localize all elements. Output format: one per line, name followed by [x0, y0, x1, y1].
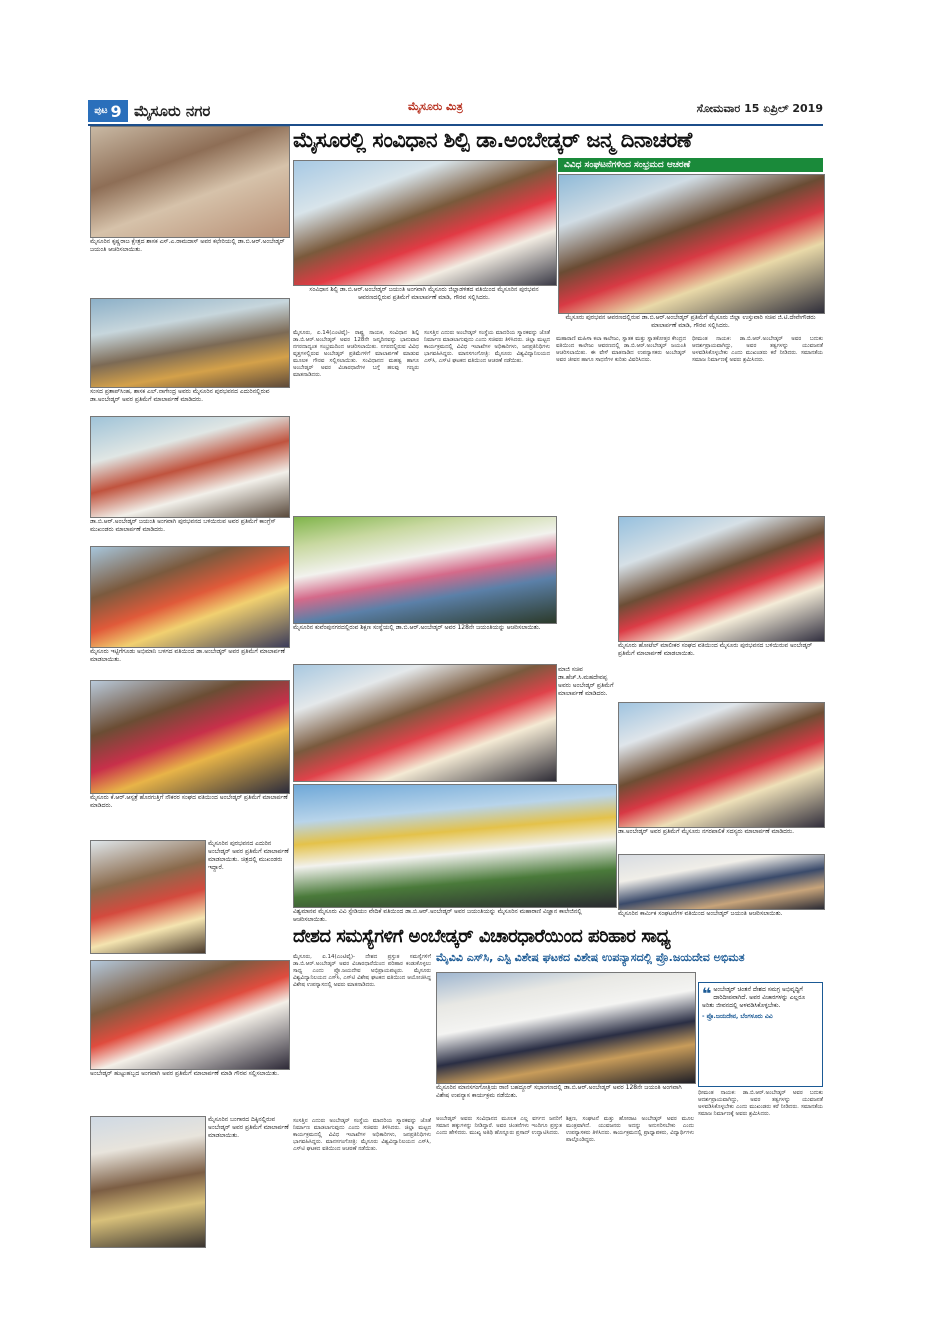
caption-5: ಮೈಸೂರು ಕೆ.ಆರ್.ಆಸ್ಪತ್ರೆ ಹೊರಗುತ್ತಿಗೆ ನೌಕರರ ಸಂಘದ ವತಿಯಿಂದ ಅಂಬೇಡ್ಕರ್ ಪ್ರತಿಮೆಗೆ ಮಾಲಾರ್ಪಣೆ ಮಾಡಿದರು. — [90, 794, 288, 809]
photo-workers-union — [618, 854, 825, 910]
caption-7: ಅಂಬೇಡ್ಕರ್ ಹುಟ್ಟುಹಬ್ಬದ ಅಂಗವಾಗಿ ಅವರ ಪ್ರತಿಮೆಗೆ ಮಾಲಾರ್ಪಣೆ ಮಾಡಿ ಗೌರವ ಸಲ್ಲಿಸಲಾಯಿತು. — [90, 1070, 279, 1077]
article-1-col-3: ಮಹಾರಾಣಿ ಮಹಿಳಾ ಕಲಾ ಕಾಲೇಜು, ಸ್ನಾತಕ ಮತ್ತು ಸ್ನಾತಕೋತ್ತರ ಕೇಂದ್ರದ ವತಿಯಿಂದ ಕಾಲೇಜು ಆವರಣದಲ್ಲಿ ಡಾ.ಬಿ.ಆರ್.ಅಂಬೇಡ್ಕರ್ ಜಯಂತಿ ಆಚರಿಸಲಾಯಿತು. ಈ ವೇಳೆ ಮಾತನಾಡಿದ ಉಪನ್ಯಾಸಕರು ಅಂಬೇಡ್ಕರ್ ಅವರ ಜೀವನ ಹಾಗೂ ಸಾಧನೆಗಳ ಕುರಿತು ವಿವರಿಸಿದರು. — [556, 336, 686, 363]
caption-6: ಮೈಸೂರಿನ ಪುರಭವನದ ಎದುರಿನ ಅಂಬೇಡ್ಕರ್ ಅವರ ಪ್ರತಿಮೆಗೆ ಮಾಲಾರ್ಪಣೆ ಮಾಡಲಾಯಿತು. ಚಿತ್ರದಲ್ಲಿ ಮುಖಂಡರು ಇದ್ದಾರೆ. — [208, 840, 289, 871]
photo-office-celebration — [90, 126, 290, 238]
photo-former-minister-garland — [293, 664, 557, 782]
section-title: ಮೈಸೂರು ನಗರ — [134, 102, 211, 120]
photo-statue-garland-3 — [90, 546, 290, 648]
quote-author: - ಪ್ರೊ.ಜಯದೇವ, ಬೆಂಗಳೂರು ವಿವಿ — [702, 1013, 773, 1020]
photo-clocktower-garland — [293, 160, 557, 286]
photo-minister-garland — [558, 174, 825, 314]
caption-11: ಮೈಸೂರಿನ ಕುವೆಂಪುನಗರದಲ್ಲಿರುವ ಶಿಕ್ಷಣ ಸಂಸ್ಥೆಯಲ್ಲಿ ಡಾ.ಬಿ.ಆರ್.ಅಂಬೇಡ್ಕರ್ ಅವರ 128ನೇ ಜಯಂತಿಯನ್ನು ಆಚರಿಸಲಾಯಿತು. — [293, 624, 541, 631]
photo-hotel-association — [618, 516, 825, 642]
pull-quote — [698, 982, 823, 1087]
photo-statue-garland-5 — [90, 840, 206, 954]
article-2-col-1: ಮೈಸೂರು, ಏ.14(ಎಂಟಿವೈ)- ದೇಶದ ಪ್ರಸ್ತುತ ಸಮಸ್ಯೆಗಳಿಗೆ ಡಾ.ಬಿ.ಆರ್.ಅಂಬೇಡ್ಕರ್ ಅವರ ವಿಚಾರಧಾರೆಯಿಂದ ಪರಿಹಾರ ಕಂಡುಕೊಳ್ಳಲು ಸಾಧ್ಯ ಎಂದು ಪ್ರೊ.ಜಯದೇವ ಅಭಿಪ್ರಾಯಪಟ್ಟರು. ಮೈಸೂರು ವಿಶ್ವವಿದ್ಯಾನಿಲಯದ ಎಸ್‌ಸಿ, ಎಸ್‌ಟಿ ವಿಶೇಷ ಘಟಕದ ವತಿಯಿಂದ ಆಯೋಜಿಸಿದ್ದ ವಿಶೇಷ ಉಪನ್ಯಾಸದಲ್ಲಿ ಅವರು ಮಾತನಾಡಿದರು. — [293, 954, 431, 988]
photo-statue-garland-2 — [90, 416, 290, 518]
quote-text: ಅಂಬೇಡ್ಕರ್ ಚಿಂತನೆ ದೇಶದ ಸಮಗ್ರ ಅಭಿವೃದ್ಧಿಗೆ ದಾರಿದೀಪವಾಗಿದೆ. ಅವರ ವಿಚಾರಗಳನ್ನು ಎಲ್ಲರೂ ಅರಿತು ಜೀವನದಲ್ಲಿ ಅಳವಡಿಸಿಕೊಳ್ಳಬೇಕು. — [702, 986, 806, 1009]
caption-16: ಮೈಸೂರಿನ ಕಾರ್ಮಿಕ ಸಂಘಟನೆಗಳ ವತಿಯಿಂದ ಅಂಬೇಡ್ಕರ್ ಜಯಂತಿ ಆಚರಿಸಲಾಯಿತು. — [618, 910, 783, 917]
caption-8: ಮೈಸೂರಿನ ಬಂಗಾರದ ದಿಕ್ಕಿನಲ್ಲಿರುವ ಅಂಬೇಡ್ಕರ್ ಅವರ ಪ್ರತಿಮೆಗೆ ಮಾಲಾರ್ಪಣೆ ಮಾಡಲಾಯಿತು. — [208, 1116, 289, 1139]
caption-17: ಮೈಸೂರಿನ ಮಾನಸಗಂಗೋತ್ರಿಯ ರಾಣಿ ಬಹದ್ದೂರ್ ಸಭಾಂಗಣದಲ್ಲಿ ಡಾ.ಬಿ.ಆರ್.ಅಂಬೇಡ್ಕರ್ ಅವರ 128ನೇ ಜಯಂತಿ ಅಂಗವಾಗಿ ವಿಶೇಷ ಉಪನ್ಯಾಸ ಕಾರ್ಯಕ್ರಮ ನಡೆಯಿತು. — [436, 1084, 682, 1099]
newspaper-page — [88, 98, 823, 1268]
caption-15: ವಿಶ್ವಮಾನವ ಮೈಸೂರು ವಿವಿ ಸ್ಟೇಡಿಯಂ ವೇದಿಕೆ ವತಿಯಿಂದ ಡಾ.ಬಿ.ಆರ್.ಅಂಬೇಡ್ಕರ್ ಅವರ ಜಯಂತಿಯನ್ನು ಮೈಸೂರಿನ ಮಹಾರಾಣಿ ವಿಜ್ಞಾನ ಕಾಲೇಜಿನಲ್ಲಿ ಆಚರಿಸಲಾಯಿತು. — [293, 908, 582, 923]
second-headline: ದೇಶದ ಸಮಸ್ಯೆಗಳಿಗೆ ಅಂಬೇಡ್ಕರ್ ವಿಚಾರಧಾರೆಯಿಂದ ಪರಿಹಾರ ಸಾಧ್ಯ — [293, 926, 671, 947]
caption-14: ಡಾ.ಅಂಬೇಡ್ಕರ್ ಅವರ ಪ್ರತಿಮೆಗೆ ಮೈಸೂರು ನಗರಪಾಲಿಕೆ ಸದಸ್ಯರು ಮಾಲಾರ್ಪಣೆ ಮಾಡಿದರು. — [618, 828, 795, 835]
article-1-col-1: ಮೈಸೂರು, ಏ.14(ಎಂಟಿವೈ)- ರಾಷ್ಟ್ರ ನಾಯಕ, ಸಂವಿಧಾನ ಶಿಲ್ಪಿ ಡಾ.ಬಿ.ಆರ್.ಅಂಬೇಡ್ಕರ್ ಅವರ 128ನೇ ಜನ್ಮದಿನವನ್ನು ಭಾನುವಾರ ನಗರದಾದ್ಯಂತ ಸಂಭ್ರಮದಿಂದ ಆಚರಿಸಲಾಯಿತು. ನಗರದಲ್ಲಿರುವ ವಿವಿಧ ವೃತ್ತಗಳಲ್ಲಿರುವ ಅಂಬೇಡ್ಕರ್ ಪ್ರತಿಮೆಗಳಿಗೆ ಮಾಲಾರ್ಪಣೆ ಮಾಡುವ ಮೂಲಕ ಗೌರವ ಸಲ್ಲಿಸಲಾಯಿತು. ಸಂವಿಧಾನದ ಮಹತ್ವ ಹಾಗೂ ಅಂಬೇಡ್ಕರ್ ಅವರ ವಿಚಾರಧಾರೆಗಳ ಬಗ್ಗೆ ಹಲವು ಗಣ್ಯರು ಮಾತನಾಡಿದರು. — [293, 330, 419, 378]
page-number-badge — [88, 100, 128, 122]
photo-statue-group — [293, 784, 617, 908]
page-number: 9 — [110, 101, 122, 121]
photo-lecture-event — [436, 972, 696, 1084]
quote-mark-icon: ❝ — [702, 984, 712, 1003]
article-1-col-4: ಧೀಮಂತ ನಾಯಕ: ಡಾ.ಬಿ.ಆರ್.ಅಂಬೇಡ್ಕರ್ ಅವರ ಬದುಕು ಆದರ್ಶಪ್ರಾಯವಾಗಿದ್ದು, ಅವರ ತತ್ವಗಳನ್ನು ಯುವಜನತೆ ಅಳವಡಿಸಿಕೊಳ್ಳಬೇಕು ಎಂದು ಮುಖಂಡರು ಕರೆ ನೀಡಿದರು. ಸಮಾನತೆಯ ಸಮಾಜ ನಿರ್ಮಾಣಕ್ಕೆ ಅವರು ಶ್ರಮಿಸಿದರು. — [692, 336, 823, 363]
article-2-col-3: ಶಿಕ್ಷಣ, ಸಂಘಟನೆ ಮತ್ತು ಹೋರಾಟ ಅಂಬೇಡ್ಕರ್ ಅವರ ಮೂಲ ಮಂತ್ರವಾಗಿದೆ. ಯುವಜನರು ಅದನ್ನು ಅನುಸರಿಸಬೇಕು ಎಂದು ಉಪನ್ಯಾಸಕರು ತಿಳಿಸಿದರು. ಕಾರ್ಯಕ್ರಮದಲ್ಲಿ ಪ್ರಾಧ್ಯಾಪಕರು, ವಿದ್ಯಾರ್ಥಿಗಳು ಪಾಲ್ಗೊಂಡಿದ್ದರು. — [566, 1116, 694, 1143]
main-headline: ಮೈಸೂರಲ್ಲಿ ಸಂವಿಧಾನ ಶಿಲ್ಪಿ ಡಾ.ಅಂಬೇಡ್ಕರ್ ಜನ್ಮ ದಿನಾಚರಣೆ — [293, 128, 692, 152]
article-1-col-2: ಸಂಸತ್ತಿನ ಎದುರು ಅಂಬೇಡ್ಕರ್ ಸಂಸ್ಥೆಯ ಮಾದರಿಯ ಸ್ಮಾರಕವನ್ನು ಜೊತೆ ನಿರ್ಮಾಣ ಮಾಡಲಾಗುವುದು ಎಂದು ಸಚಿವರು ತಿಳಿಸಿದರು. ಜಿಲ್ಲಾ ಮಟ್ಟದ ಕಾರ್ಯಕ್ರಮದಲ್ಲಿ ವಿವಿಧ ಇಲಾಖೆಗಳ ಅಧಿಕಾರಿಗಳು, ಜನಪ್ರತಿನಿಧಿಗಳು ಭಾಗವಹಿಸಿದ್ದರು. ಮಾನಸಗಂಗೋತ್ರಿ: ಮೈಸೂರು ವಿಶ್ವವಿದ್ಯಾನಿಲಯದ ಎಸ್‌ಸಿ, ಎಸ್‌ಟಿ ಘಟಕದ ವತಿಯಿಂದ ಆಚರಣೆ ನಡೆಯಿತು. — [424, 330, 550, 364]
second-subheadline: ಮೈವಿವಿ ಎಸ್‌ಸಿ, ಎಸ್ಟಿ ವಿಶೇಷ ಘಟಕದ ವಿಶೇಷ ಉಪನ್ಯಾಸದಲ್ಲಿ ಪ್ರೊ.ಜಯದೇವ ಅಭಿಮತ — [436, 951, 745, 964]
caption-3: ಡಾ.ಬಿ.ಆರ್.ಅಂಬೇಡ್ಕರ್ ಜಯಂತಿ ಅಂಗವಾಗಿ ಪುರಭವನದ ಬಳಿಯಿರುವ ಅವರ ಪ್ರತಿಮೆಗೆ ಕಾಂಗ್ರೆಸ್ ಮುಖಂಡರು ಮಾಲಾರ್ಪಣೆ ಮಾಡಿದರು. — [90, 518, 276, 533]
photo-corporators-garland — [618, 702, 825, 828]
caption-2: ಸಂಸದ ಪ್ರತಾಪ್‌ಸಿಂಹ, ಶಾಸಕ ಎಲ್.ನಾಗೇಂದ್ರ ಅವರು ಮೈಸೂರಿನ ಪುರಭವನದ ಎದುರಿನಲ್ಲಿರುವ ಡಾ.ಅಂಬೇಡ್ಕರ್ ಅವರ ಪ್ರತಿಮೆಗೆ ಮಾಲಾರ್ಪಣೆ ಮಾಡಿದರು. — [90, 388, 270, 403]
caption-1: ಮೈಸೂರಿನ ಕೃಷ್ಣರಾಜ ಕ್ಷೇತ್ರದ ಶಾಸಕ ಎಸ್.ಎ.ರಾಮದಾಸ್ ಅವರ ಕಛೇರಿಯಲ್ಲಿ ಡಾ.ಬಿ.ಆರ್.ಅಂಬೇಡ್ಕರ್ ಜಯಂತಿ ಆಚರಿಸಲಾಯಿತು. — [90, 238, 285, 253]
masthead: ಮೈಸೂರು ಮಿತ್ರ — [408, 100, 463, 113]
photo-statue-garland-4 — [90, 680, 290, 794]
page-header-left — [88, 98, 288, 124]
article-2-col-4: ಧೀಮಂತ ನಾಯಕ: ಡಾ.ಬಿ.ಆರ್.ಅಂಬೇಡ್ಕರ್ ಅವರ ಬದುಕು ಆದರ್ಶಪ್ರಾಯವಾಗಿದ್ದು, ಅವರ ತತ್ವಗಳನ್ನು ಯುವಜನತೆ ಅಳವಡಿಸಿಕೊಳ್ಳಬೇಕು ಎಂದು ಮುಖಂಡರು ಕರೆ ನೀಡಿದರು. ಸಮಾನತೆಯ ಸಮಾಜ ನಿರ್ಮಾಣಕ್ಕೆ ಅವರು ಶ್ರಮಿಸಿದರು. — [698, 1090, 823, 1117]
article-2-col-1b: ಸಂಸತ್ತಿನ ಎದುರು ಅಂಬೇಡ್ಕರ್ ಸಂಸ್ಥೆಯ ಮಾದರಿಯ ಸ್ಮಾರಕವನ್ನು ಜೊತೆ ನಿರ್ಮಾಣ ಮಾಡಲಾಗುವುದು ಎಂದು ಸಚಿವರು ತಿಳಿಸಿದರು. ಜಿಲ್ಲಾ ಮಟ್ಟದ ಕಾರ್ಯಕ್ರಮದಲ್ಲಿ ವಿವಿಧ ಇಲಾಖೆಗಳ ಅಧಿಕಾರಿಗಳು, ಜನಪ್ರತಿನಿಧಿಗಳು ಭಾಗವಹಿಸಿದ್ದರು. ಮಾನಸಗಂಗೋತ್ರಿ: ಮೈಸೂರು ವಿಶ್ವವಿದ್ಯಾನಿಲಯದ ಎಸ್‌ಸಿ, ಎಸ್‌ಟಿ ಘಟಕದ ವತಿಯಿಂದ ಆಚರಣೆ ನಡೆಯಿತು. — [293, 1118, 431, 1152]
caption-9: ಸಂವಿಧಾನ ಶಿಲ್ಪಿ ಡಾ.ಬಿ.ಆರ್.ಅಂಬೇಡ್ಕರ್ ಜಯಂತಿ ಅಂಗವಾಗಿ ಮೈಸೂರು ಜಿಲ್ಲಾಡಳಿತದ ವತಿಯಿಂದ ಮೈಸೂರಿನ ಪುರಭವನ ಆವರಣದಲ್ಲಿರುವ ಪ್ರತಿಮೆಗೆ ಮಾಲಾರ್ಪಣೆ ಮಾಡಿ, ಗೌರವ ಸಲ್ಲಿಸಿದರು. — [309, 286, 539, 301]
photo-statue-garland-7 — [90, 1116, 206, 1248]
caption-13: ಮಾಜಿ ಸಚಿವ ಡಾ.ಹೆಚ್.ಸಿ.ಮಹದೇವಪ್ಪ ಅವರು ಅಂಬೇಡ್ಕರ್ ಪ್ರತಿಮೆಗೆ ಮಾಲಾರ್ಪಣೆ ಮಾಡಿದರು. — [558, 666, 614, 697]
photo-statue-garland-1 — [90, 298, 290, 388]
article-2-col-2: ಅಂಬೇಡ್ಕರ್ ಅವರು ಸಂವಿಧಾನದ ಮೂಲಕ ಎಲ್ಲ ವರ್ಗದ ಜನರಿಗೆ ಸಮಾನ ಹಕ್ಕುಗಳನ್ನು ನೀಡಿದ್ದಾರೆ. ಅವರ ಚಿಂತನೆಗಳು ಇಂದಿಗೂ ಪ್ರಸ್ತುತ ಎಂದು ಹೇಳಿದರು. ಮುಖ್ಯ ಅತಿಥಿ ಹೊನ್ನೂರು ಪ್ರಸಾದ್ ಉದ್ಘಾಟಿಸಿದರು. — [436, 1116, 562, 1136]
photo-statue-garland-6 — [90, 960, 290, 1070]
headline-strap: ವಿವಿಧ ಸಂಘಟನೆಗಳಿಂದ ಸಂಭ್ರಮದ ಆಚರಣೆ — [558, 158, 823, 172]
caption-12: ಮೈಸೂರು ಹೋಟೆಲ್ ಮಾಲೀಕರ ಸಂಘದ ವತಿಯಿಂದ ಮೈಸೂರು ಪುರಭವನದ ಬಳಿಯಿರುವ ಅಂಬೇಡ್ಕರ್ ಪ್ರತಿಮೆಗೆ ಮಾಲಾರ್ಪಣೆ ಮಾಡಲಾಯಿತು. — [618, 642, 813, 657]
caption-10: ಮೈಸೂರು ಪುರಭವನ ಆವರಣದಲ್ಲಿರುವ ಡಾ.ಬಿ.ಆರ್.ಅಂಬೇಡ್ಕರ್ ಪ್ರತಿಮೆಗೆ ಮೈಸೂರು ಜಿಲ್ಲಾ ಉಸ್ತುವಾರಿ ಸಚಿವ ಜಿ.ಟಿ.ದೇವೇಗೌಡರು ಮಾಲಾರ್ಪಣೆ ಮಾಡಿ, ಗೌರವ ಸಲ್ಲಿಸಿದರು. — [565, 314, 816, 329]
issue-date: ಸೋಮವಾರ 15 ಏಪ್ರಿಲ್ 2019 — [696, 102, 823, 115]
page-label: ಪುಟ — [94, 106, 108, 116]
photo-school-event — [293, 516, 557, 624]
caption-4: ಮೈಸೂರು ಇಟ್ಟಿಗೆಗೂಡು ಅಭಿಮಾನಿ ಬಳಗದ ವತಿಯಿಂದ ಡಾ.ಅಂಬೇಡ್ಕರ್ ಅವರ ಪ್ರತಿಮೆಗೆ ಮಾಲಾರ್ಪಣೆ ಮಾಡಲಾಯಿತು. — [90, 648, 285, 663]
